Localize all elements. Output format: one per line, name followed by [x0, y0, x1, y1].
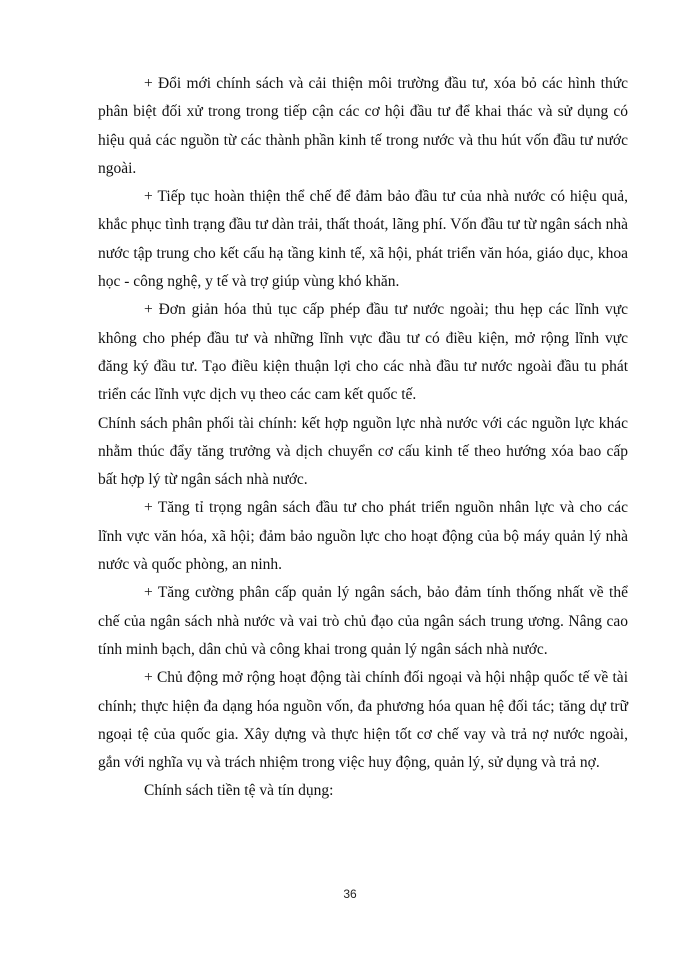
paragraph-state-investment-efficiency: + Tiếp tục hoàn thiện thể chế để đảm bảo đầu tư của nhà nước có hiệu quả, khắc phục tình trạng đầu tư dàn trải, thất thoát, lãng phí. Vốn đầu tư từ ngân sách nhà nước tập trung cho kết cấu hạ tầng kinh tế, xã hội, phát triển văn hóa, giáo dục, khoa học - công nghệ, y tế và trợ giúp vùng khó khăn.: [98, 188, 628, 291]
paragraph-external-finance: + Chủ động mở rộng hoạt động tài chính đối ngoại và hội nhập quốc tế về tài chính; thực hiện đa dạng hóa nguồn vốn, đa phương hóa quan hệ đối tác; tăng dự trữ ngoại tệ của quốc gia. Xây dựng và thực hiện tốt cơ chế vay và trả nợ nước ngoài, gắn với nghĩa vụ và trách nhiệm trong việc huy động, quản lý, sử dụng và trả nợ.: [98, 669, 628, 772]
paragraph-budget-decentralization: + Tăng cường phân cấp quản lý ngân sách, bảo đảm tính thống nhất về thể chế của ngân sách nhà nước và vai trò chủ đạo của ngân sách trung ương. Nâng cao tính minh bạch, dân chủ và công khai trong quản lý ngân sách nhà nước.: [98, 584, 628, 658]
document-body: [98, 70, 628, 806]
page-number: 36: [343, 887, 357, 901]
paragraph-monetary-credit-heading: Chính sách tiền tệ và tín dụng:: [144, 782, 334, 800]
paragraph-investment-policy-reform: + Đổi mới chính sách và cải thiện môi trường đầu tư, xóa bỏ các hình thức phân biệt đối xử trong trong tiếp cận các cơ hội đầu tư để khai thác và sử dụng có hiệu quả các nguồn từ các thành phần kinh tế trong nước và thu hút vốn đầu tư nước ngoài.: [98, 75, 628, 177]
paragraph-budget-proportion: + Tăng tỉ trọng ngân sách đầu tư cho phát triển nguồn nhân lực và cho các lĩnh vực văn hóa, xã hội; đảm bảo nguồn lực cho hoạt động của bộ máy quản lý nhà nước và quốc phòng, an ninh.: [98, 499, 628, 574]
paragraph-financial-distribution-policy: Chính sách phân phối tài chính: kết hợp nguồn lực nhà nước với các nguồn lực khác nhằm thúc đẩy tăng trưởng và dịch chuyển cơ cấu kinh tế theo hướng xóa bao cấp bất hợp lý từ ngân sách nhà nước.: [98, 414, 628, 489]
paragraph-foreign-investment-licensing: + Đơn giản hóa thủ tục cấp phép đầu tư nước ngoài; thu hẹp các lĩnh vực không cho phép đầu tư và những lĩnh vực đầu tư có điều kiện, mở rộng lĩnh vực đăng ký đầu tư. Tạo điều kiện thuận lợi cho các nhà đầu tư nước ngoài đầu tu phát triển các lĩnh vực dịch vụ theo các cam kết quốc tế.: [98, 301, 628, 404]
